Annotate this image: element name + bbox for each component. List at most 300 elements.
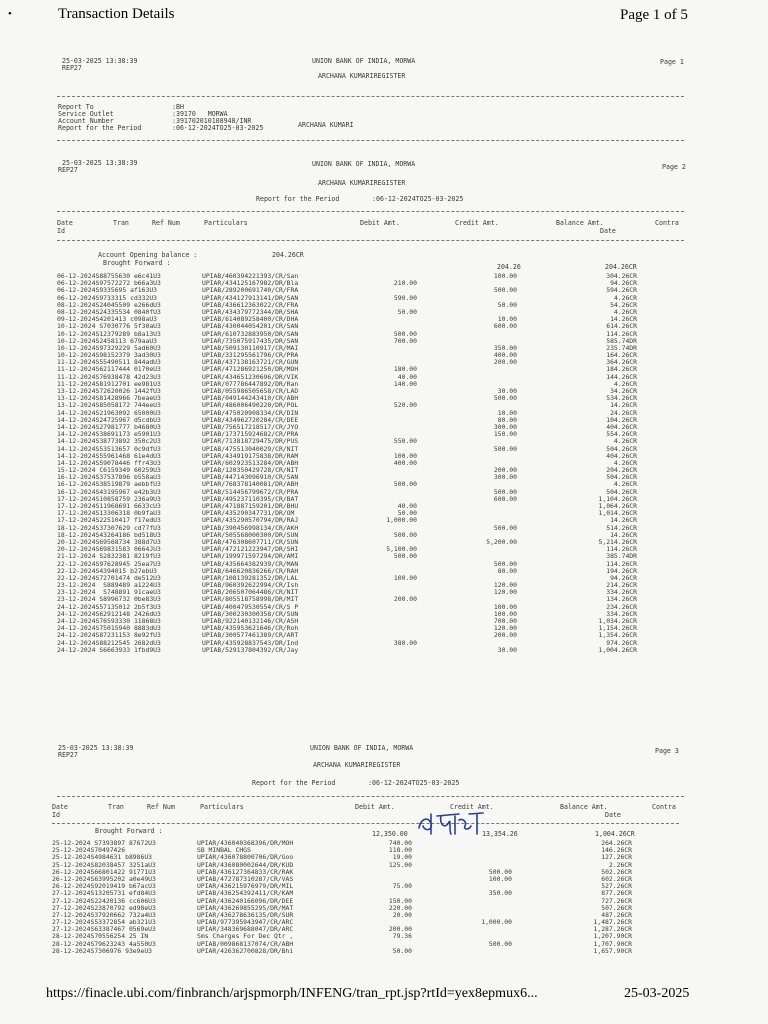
txn-particulars: UPIAB/436127364833/CR/RAK [197, 867, 294, 876]
txn-particulars: UPIAR/472121223947/DR/SHI [202, 545, 299, 554]
handwritten-signature [415, 808, 487, 838]
txn-balance: 602.26CR [601, 874, 632, 883]
txn-date-ref: 15-12-2024 C6159349 60259U3 [57, 466, 161, 475]
txn-particulars: UPIAR/434651230696/DR/VIK [202, 372, 299, 381]
table-row [57, 495, 687, 502]
txn-date-ref: 26-12-2024S63995202 a0e49U3 [52, 874, 156, 883]
page3-timestamp: 25-03-2025 13:38:39 [58, 744, 134, 752]
txn-balance: 184.26CR [606, 365, 637, 374]
txn-balance: 1,707.90CR [593, 939, 632, 948]
txn-particulars: UPIAB/300577461389/CR/ART [202, 631, 299, 640]
txn-date-ref: 22-12-2024S72701474 de512U3 [57, 573, 161, 582]
txn-date-ref: 27-12-2024S63387467 0569eU3 [52, 925, 156, 934]
txn-balance: 877.26CR [601, 889, 632, 898]
txn-balance: 264.26CR [601, 839, 632, 847]
txn-date-ref: 11-12-2024S76938478 42d23U3 [57, 372, 161, 381]
txn-balance: 1,354.26CR [598, 631, 637, 640]
txn-credit: 600.00 [493, 494, 517, 503]
table-row [57, 459, 687, 466]
col-balance: Balance Amt. [556, 219, 604, 227]
txn-date-ref: 06-12-2024S88755630 e6c41U3 [57, 272, 161, 280]
txn-credit: 350.00 [488, 889, 512, 898]
table-row [52, 925, 682, 932]
txn-particulars: UPIAR/108139281352/DR/LAL [202, 573, 299, 582]
txn-date-ref: 22-12-2024S4394015 b27ebU3 [57, 566, 158, 575]
page3-report-id: REP27 [58, 751, 78, 759]
txn-date-ref: 27-12-2024S13205731 efd84U3 [52, 889, 156, 898]
txn-debit: 200.00 [388, 925, 412, 934]
table-row [57, 538, 687, 545]
txn-balance: 234.26CR [606, 602, 637, 611]
txn-particulars: UPIAB/331295561796/CR/PRA [202, 351, 299, 360]
txn-particulars: UPIAR/436215976979/DR/MIL [197, 882, 294, 891]
brought-forward-label: Brought Forward : [103, 259, 171, 267]
txn-date-ref: 25-12-2024S70497426 [52, 846, 126, 855]
txn-date-ref: 22-12-2024S97628945 25ea7U3 [57, 559, 161, 568]
txn-balance: 1,487.26CR [593, 918, 632, 927]
page2-period-value: :06-12-2024TO25-03-2025 [372, 195, 464, 203]
txn-date-ref: 28-12-2024S79623243 4a550U3 [52, 939, 156, 948]
txn-particulars: UPIAR/713818729475/DR/PUS [202, 437, 299, 446]
txn-particulars: UPIAR/434125167982/DR/Bla [202, 279, 299, 288]
txn-particulars: UPIAR/434919175838/DR/RAM [202, 451, 299, 460]
txn-balance: 235.74DR [606, 343, 637, 352]
table-row [57, 473, 687, 480]
table-row [57, 272, 687, 279]
txn-credit: 500.00 [493, 559, 517, 568]
txn-balance: 385.74DR [606, 552, 637, 561]
txn-particulars: UPIAB/960392622994/CR/Ish [202, 581, 299, 590]
txn-date-ref: 16-12-2024S37537896 b558aU3 [57, 473, 161, 482]
txn-debit: 500.00 [393, 530, 417, 539]
txn-date-ref: 25-12-2024S82038457 3251aU3 [52, 860, 156, 869]
txn-date-ref: 16-12-2024S43195967 e42b3U3 [57, 487, 161, 496]
txn-particulars: Sms Charges For Dec Qtr , [197, 932, 294, 941]
table-row [52, 868, 682, 875]
txn-date-ref: 11-12-2024S81912701 ee981U3 [57, 379, 161, 388]
txn-particulars: UPIAR/471887159201/DR/BHU [202, 502, 299, 510]
txn-date-ref: 27-12-2024S23870792 ed98eU3 [52, 903, 156, 912]
table-row [57, 631, 687, 638]
txn-particulars: UPIAB/390456998134/CR/AKH [202, 523, 299, 532]
txn-particulars: UPIAB/120350429728/CR/NIT [202, 466, 299, 475]
txn-balance: 104.26CR [606, 415, 637, 424]
txn-date-ref: 14-12-2024S53513657 0c9dfU3 [57, 444, 161, 453]
txn-debit: 50.00 [397, 307, 417, 316]
table-row [52, 839, 682, 846]
table-row [57, 617, 687, 624]
p3-col-credit: Credit Amt. [450, 803, 494, 811]
txn-debit: 50.00 [392, 946, 412, 955]
txn-debit: 220.00 [388, 903, 412, 912]
txn-date-ref: 28-12-2024S70556254 25 IN [52, 932, 149, 941]
txn-date-ref: 09-12-2024S4201413 c098aU3 [57, 315, 158, 324]
txn-debit: 40.00 [397, 502, 417, 510]
txn-date-ref: 14-12-2024S27981777 b4680U3 [57, 422, 161, 431]
txn-debit: 200.00 [393, 595, 417, 604]
txn-debit: 740.00 [388, 839, 412, 847]
txn-debit: 500.00 [393, 552, 417, 561]
table-row [52, 911, 682, 918]
page3-period-label: Report for the Period [252, 779, 336, 787]
txn-particulars: UPIAB/476308607711/CR/SUN [202, 537, 299, 546]
txn-particulars: UPIAB/400479530554/CR/S P [202, 602, 299, 611]
txn-credit: 200.00 [493, 358, 517, 367]
txn-particulars: UPIAB/434962720284/CR/DEE [202, 415, 299, 424]
txn-particulars: UPIAB/472787310287/CR/VAS [197, 874, 294, 883]
txn-particulars: UPIAR/486006490220/DR/POL [202, 401, 299, 410]
table-row [52, 904, 682, 911]
txn-balance: 1,034.26CR [598, 617, 637, 625]
txn-credit: 30.00 [497, 645, 517, 654]
txn-balance: 527.26CR [601, 882, 632, 891]
table-row [52, 947, 682, 954]
txn-particulars: UPIAB/436254392411/CR/KAM [197, 889, 294, 898]
brought-forward-credit: 204.26 [497, 263, 521, 271]
txn-credit: 5,200.00 [486, 537, 517, 546]
txn-balance: 974.26CR [606, 638, 637, 647]
txn-balance: 4.26CR [613, 480, 637, 489]
divider [57, 240, 684, 241]
table-row [57, 373, 687, 380]
txn-particulars: UPIAB/529137804392/CR/Jay [202, 645, 299, 654]
txn-balance: 127.26CR [601, 853, 632, 862]
p3-col-balance-date: Date [605, 811, 621, 819]
page3-period-value: :06-12-2024TO25-03-2025 [368, 779, 460, 787]
divider [57, 796, 684, 797]
txn-particulars: UPIAR/768378140081/DR/ABH [202, 480, 299, 489]
txn-credit: 300.00 [493, 422, 517, 431]
page3-register: ARCHANA KUMARIREGISTER [313, 761, 401, 769]
txn-balance: 1,657.90CR [593, 946, 632, 955]
txn-date-ref: 06-12-2024S9335695 af163U3 [57, 286, 158, 295]
txn-balance: 114.26CR [606, 329, 637, 338]
col-date: Date [57, 219, 73, 227]
table-row [57, 480, 687, 487]
table-row [57, 588, 687, 595]
txn-credit: 600.00 [493, 322, 517, 331]
txn-balance: 727.26CR [601, 896, 632, 905]
txn-balance: 34.26CR [610, 387, 637, 395]
table-row [57, 337, 687, 344]
txn-particulars: UPIAB/514456799672/CR/PRA [202, 487, 299, 496]
txn-particulars: UPIAB/646620836266/CR/RAH [202, 566, 299, 575]
txn-balance: 14.26CR [610, 516, 637, 525]
table-row [57, 524, 687, 531]
txn-balance: 144.26CR [606, 372, 637, 381]
page3-label: Page 3 [655, 747, 679, 755]
txn-particulars: UPIAB/009868137074/CR/ABH [197, 939, 294, 948]
page1-report-id: REP27 [62, 64, 82, 72]
txn-debit: 75.00 [392, 882, 412, 891]
txn-balance: 114.26CR [606, 559, 637, 568]
txn-particulars: UPIAR/435928837543/DR/Ind [202, 638, 299, 647]
txn-balance: 304.26CR [606, 272, 637, 280]
table-row [52, 861, 682, 868]
txn-balance: 554.26CR [606, 430, 637, 439]
txn-date-ref: 28-12-2024S7306976 93e9eU3 [52, 946, 153, 955]
txn-date-ref: 27-12-2024S53372854 ab321U3 [52, 918, 156, 927]
txn-debit: 550.00 [393, 437, 417, 446]
txn-debit: 100.00 [393, 451, 417, 460]
print-url: https://finacle.ubi.com/finbranch/arjspmorph/INFENG/tran_rpt.jsp?rtId=yex8epmux6... [46, 986, 538, 1001]
txn-credit: 500.00 [488, 939, 512, 948]
txn-balance: 514.26CR [606, 523, 637, 532]
txn-date-ref: 17-12-2024S11968691 6633cU3 [57, 502, 161, 510]
table-row [57, 294, 687, 301]
txn-date-ref: 14-12-2024S55961468 61e4dU3 [57, 451, 161, 460]
txn-debit: 150.00 [388, 896, 412, 905]
table-row [52, 853, 682, 860]
txn-debit: 520.00 [393, 401, 417, 410]
txn-particulars: UPIAB/206507064486/CR/NIT [202, 588, 299, 597]
txn-date-ref: 25-12-2024 S7393897 87672U3 [52, 839, 156, 847]
table-row [57, 279, 687, 286]
txn-date-ref: 24-12-2024S75015940 8883dU3 [57, 624, 161, 633]
opening-label: Account Opening balance : [98, 251, 198, 259]
txn-balance: 1,104.26CR [598, 494, 637, 503]
txn-date-ref: 13-12-2024S72620026 1442fU3 [57, 387, 161, 395]
p3-col-id: Id [52, 811, 60, 819]
txn-particulars: UPIAR/610732883950/DR/SAN [202, 329, 299, 338]
txn-credit: 500.00 [493, 286, 517, 295]
txn-balance: 614.26CR [606, 322, 637, 331]
col-ref: Ref Num [152, 219, 180, 227]
table-row [57, 380, 687, 387]
txn-balance: 14.26CR [610, 315, 637, 324]
txn-balance: 404.26CR [606, 422, 637, 431]
txn-credit: 500.00 [493, 523, 517, 532]
table-row [57, 286, 687, 293]
txn-debit: 180.00 [393, 365, 417, 374]
txn-date-ref: 14-12-2024S24725967 d5cdbU3 [57, 415, 161, 424]
table-row [52, 882, 682, 889]
txn-date-ref: 17-12-2024S10858759 236a9U3 [57, 494, 161, 503]
txn-debit: 700.00 [393, 336, 417, 345]
txn-date-ref: 06-12-2024S9733315 cd332U3 [57, 293, 158, 302]
page2-register: ARCHANA KUMARIREGISTER [318, 179, 406, 187]
txn-balance: 504.26CR [606, 473, 637, 482]
txn-credit: 300.00 [493, 473, 517, 482]
txn-date-ref: 20-12-2024S69831583 0664JU3 [57, 545, 161, 554]
txn-credit: 100.00 [493, 602, 517, 611]
table-row [57, 365, 687, 372]
txn-particulars: SB MINBAL CHGS [197, 846, 251, 855]
txn-particulars: UPIAB/922140132146/CR/ASH [202, 617, 299, 625]
period-label: Report for the Period [58, 124, 142, 132]
p3-col-contra: Contra [652, 803, 676, 811]
txn-date-ref: 21-12-2024 S2832381 8219fU3 [57, 552, 161, 561]
txn-balance: 5,214.26CR [598, 537, 637, 546]
page1-timestamp: 25-03-2025 13:38:39 [62, 57, 138, 65]
table-row [57, 394, 687, 401]
txn-particulars: UPIAB/430044054201/CR/SAN [202, 322, 299, 331]
txn-date-ref: 18-12-2024S37307629 cd77fU3 [57, 523, 161, 532]
table-row [57, 531, 687, 538]
txn-particulars: UPIAB/495237110395/CR/BAT [202, 494, 299, 503]
txn-date-ref: 27-12-2024S22420136 cc606U3 [52, 896, 156, 905]
txn-debit: 1,000.00 [386, 516, 417, 525]
txn-particulars: UPIAR/436278636135/DR/SUR [197, 910, 294, 919]
txn-debit: 500.00 [393, 480, 417, 489]
txn-balance: 114.26CR [606, 545, 637, 554]
divider [57, 140, 684, 141]
col-contra: Contra [655, 219, 679, 227]
txn-particulars: UPIAR/436040368396/DR/MOH [197, 839, 294, 847]
txn-credit: 500.00 [493, 487, 517, 496]
col-debit: Debit Amt. [360, 219, 400, 227]
table-row [57, 545, 687, 552]
txn-balance: 1,064.26CR [598, 502, 637, 510]
txn-particulars: UPIAR/436269855295/DR/MAT [197, 903, 294, 912]
table-row [52, 846, 682, 853]
txn-date-ref: 14-12-2024S38691173 e5901U3 [57, 430, 161, 439]
txn-date-ref: 13-12-2024S85058172 744eeU3 [57, 401, 161, 410]
table-row [57, 445, 687, 452]
txn-balance: 14.26CR [610, 530, 637, 539]
txn-particulars: UPIAR/348369688047/DR/ARC [197, 925, 294, 934]
table-row [57, 322, 687, 329]
txn-date-ref: 23-12-2024 S8996732 0be83U3 [57, 595, 161, 604]
txn-credit: 100.00 [493, 272, 517, 280]
p3-col-tran: Tran [108, 803, 124, 811]
txn-debit: 400.00 [393, 458, 417, 467]
txn-balance: 1,154.26CR [598, 624, 637, 633]
txn-credit: 400.00 [493, 351, 517, 360]
txn-particulars: UPIAB/475020908334/CR/DIN [202, 408, 299, 417]
col-balance-date: Date [600, 227, 616, 235]
account-holder: ARCHANA KUMARI [298, 121, 354, 129]
table-row [57, 610, 687, 617]
txn-particulars: UPIAR/735075917435/DR/SAN [202, 336, 299, 345]
txn-particulars: UPIAB/977395943947/CR/ARC [197, 918, 294, 927]
transaction-table-page2 [57, 272, 687, 653]
txn-particulars: UPIAR/434379772344/DR/SHA [202, 307, 299, 316]
table-row [57, 488, 687, 495]
txn-date-ref: 14-12-2024S21963092 65000U3 [57, 408, 161, 417]
txn-debit: 19.00 [392, 853, 412, 862]
txn-date-ref: 23-12-2024 S748891 91caeU3 [57, 588, 161, 597]
table-row [57, 315, 687, 322]
txn-date-ref: 06-12-2024S97572272 b66a3U3 [57, 279, 161, 288]
txn-particulars: UPIAR/471286921250/DR/MOH [202, 365, 299, 374]
txn-particulars: UPIAR/602923513284/DR/ABH [202, 458, 299, 467]
txn-credit: 700.00 [493, 617, 517, 625]
page2-report-id: REP27 [58, 166, 78, 174]
txn-credit: 120.00 [493, 581, 517, 590]
txn-particulars: UPIAB/614089258400/CR/DHA [202, 315, 299, 324]
table-row [57, 560, 687, 567]
txn-particulars: UPIAR/434127913141/DR/SAN [202, 293, 299, 302]
table-row [57, 509, 687, 516]
account-label: Account Number [58, 117, 114, 125]
p3-brought-forward-debit: 12,350.00 [372, 830, 408, 838]
txn-balance: 1,004.26CR [598, 645, 637, 654]
txn-balance: 364.26CR [606, 358, 637, 367]
txn-balance: 1,207.90CR [593, 932, 632, 941]
txn-particulars: UPIAB/756517218517/CR/JYO [202, 422, 299, 431]
p3-col-balance: Balance Amt. [560, 803, 608, 811]
period-value: :06-12-2024TO25-03-2025 [172, 124, 264, 132]
txn-balance: 4.26CR [613, 379, 637, 388]
txn-balance: 585.74DR [606, 336, 637, 345]
txn-date-ref: 27-12-2024S37920662 732a4U3 [52, 910, 156, 919]
txn-credit: 80.00 [497, 415, 517, 424]
txn-balance: 334.26CR [606, 588, 637, 597]
txn-debit: 79.36 [392, 932, 412, 941]
report-to-value: :BH [172, 103, 184, 111]
txn-particulars: UPIAB/447143096910/CR/SAN [202, 473, 299, 482]
table-row [52, 897, 682, 904]
txn-balance: 54.26CR [610, 300, 637, 309]
table-row [57, 387, 687, 394]
table-row [57, 437, 687, 444]
table-row [52, 875, 682, 882]
txn-balance: 404.26CR [606, 451, 637, 460]
txn-balance: 4.26CR [613, 437, 637, 446]
txn-particulars: UPIAR/199971597294/DR/AMI [202, 552, 299, 561]
p3-col-ref: Ref Num [147, 803, 175, 811]
table-row [57, 552, 687, 559]
txn-balance: 94.26CR [610, 279, 637, 288]
txn-date-ref: 11-12-2024S62117444 0170eU3 [57, 365, 161, 374]
txn-credit: 150.00 [493, 430, 517, 439]
txn-balance: 204.26CR [606, 466, 637, 475]
table-row [57, 423, 687, 430]
txn-debit: 140.00 [393, 379, 417, 388]
opening-value: 204.26CR [272, 251, 304, 259]
txn-debit: 5,100.00 [386, 545, 417, 554]
table-row [57, 416, 687, 423]
txn-date-ref: 23-12-2024 S889489 a1224U3 [57, 581, 161, 590]
txn-date-ref: 24-12-2024S57135012 2b5f3U3 [57, 602, 161, 611]
report-to-label: Report To [58, 103, 94, 111]
txn-credit: 50.00 [497, 300, 517, 309]
p3-brought-forward-label: Brought Forward : [95, 827, 163, 835]
print-page-number: Page 1 of 5 [620, 7, 688, 23]
table-row [57, 344, 687, 351]
page3-bank-name: UNION BANK OF INDIA, MORWA [310, 744, 414, 752]
txn-balance: 334.26CR [606, 609, 637, 618]
brought-forward-balance: 204.26CR [605, 263, 637, 271]
txn-date-ref: 08-12-2024S24045509 e266dU3 [57, 300, 161, 309]
page2-period-label: Report for the Period [256, 195, 340, 203]
txn-particulars: UPIAB/173715924682/CR/PRA [202, 430, 299, 439]
table-row [57, 358, 687, 365]
txn-date-ref: 08-12-2024S24335534 0840fU3 [57, 307, 161, 316]
txn-balance: 487.26CR [601, 910, 632, 919]
table-row [57, 401, 687, 408]
col-particulars: Particulars [204, 219, 248, 227]
table-row [57, 308, 687, 315]
table-row [52, 889, 682, 896]
table-row [57, 466, 687, 473]
table-row [57, 452, 687, 459]
print-title: Transaction Details [58, 6, 175, 22]
txn-balance: 504.26CR [606, 444, 637, 453]
table-row [57, 646, 687, 653]
txn-balance: 214.26CR [606, 581, 637, 590]
divider [52, 823, 679, 824]
txn-date-ref: 24-12-2024 S6663933 1fbd9U3 [57, 645, 161, 654]
table-row [52, 932, 682, 939]
table-row [57, 581, 687, 588]
txn-particulars: UPIAR/436080002644/DR/KUD [197, 860, 294, 869]
txn-date-ref: 16-12-2024S38519879 aebbfU3 [57, 480, 161, 489]
txn-date-ref: 10-12-2024S98152379 3ad30U3 [57, 351, 161, 360]
txn-balance: 24.26CR [610, 408, 637, 417]
txn-date-ref: 10-12-2024 S7030776 5f30aU3 [57, 322, 161, 331]
